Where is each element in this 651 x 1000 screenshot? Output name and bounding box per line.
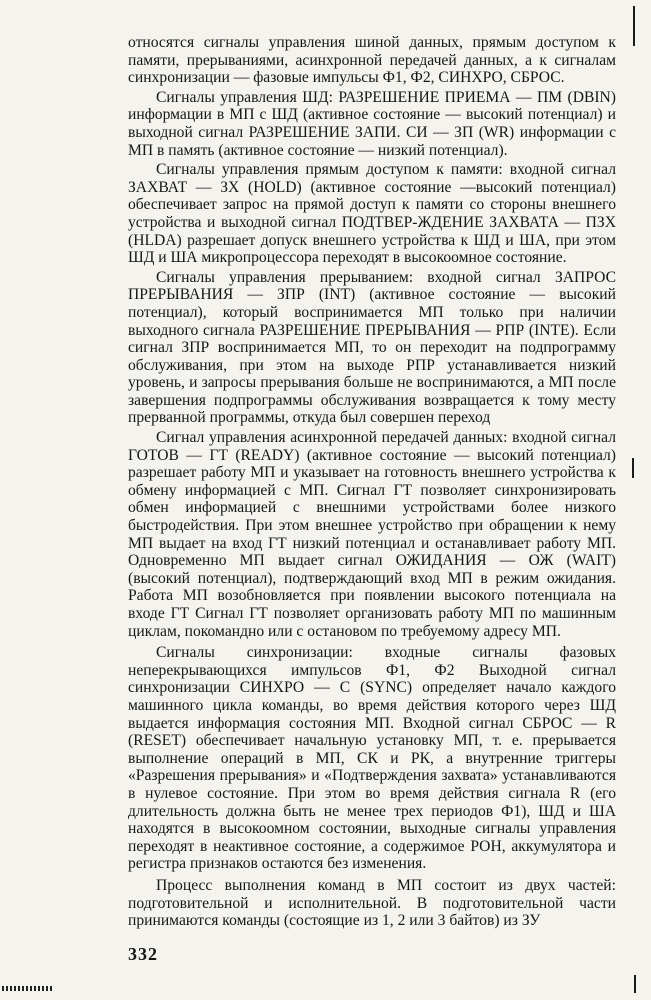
paragraph-async-transfer: Сигнал управления асинхронной передачей данных: входной сигнал ГОТОВ — ГТ (READY) (активное состояние — высокий потенциал) разрешает работу МП и указывает на готовность внешнего устройства к обмену информацией с МП. Сигнал ГТ позволяет синхронизировать обмен информацией с внешними устройствами более низкого быстродействия. При этом внешнее устройство при обращении к нему МП выдает на вход ГТ низкий потенциал и останавливает работу МП. Одновременно МП выдает сигнал ОЖИДАНИЯ — ОЖ (WAIT) (высокий потенциал), подтверждающий вход МП в режим ожидания. Работа МП возобновляется при появлении высокого потенциала на входе ГТ Сигнал ГТ позволяет организовать работу МП по машинным циклам, покомандно или с остановом по требуемому адресу МП. bbox=[128, 429, 616, 640]
paragraph-bus-signals-intro: относятся сигналы управления шиной данных, прямым доступом к памяти, прерываниями, асинхронной передачей данных, а к сигналам синхронизации — фазовые импульсы Ф1, Ф2, СИНХРО, СБРОС. bbox=[128, 34, 616, 87]
page-body bbox=[128, 34, 616, 932]
paragraph-command-execution: Процесс выполнения команд в МП состоит из двух частей: подготовительной и исполнительной. В подготовительной части принимаются команды (состоящие из 1, 2 или 3 байтов) из ЗУ bbox=[128, 876, 616, 930]
paragraph-interrupt-control: Сигналы управления прерыванием: входной сигнал ЗАПРОС ПРЕРЫВАНИЯ — ЗПР (INT) (активное состояние — высокий потенциал), который воспринимается МП только при наличии выходного сигнала РАЗРЕШЕНИЕ ПРЕРЫВАНИЯ — РПР (INTE). Если сигнал ЗПР воспринимается МП, то он переходит на подпрограмму обслуживания, при этом на выходе РПР устанавливается низкий уровень, и запросы прерывания больше не воспринимаются, а МП после завершения подпрограммы обслуживания возвращается к тому месту прерванной программы, откуда был совершен переход bbox=[128, 268, 616, 427]
scan-barcode-mark bbox=[2, 986, 54, 991]
scan-edge-mark bbox=[633, 6, 635, 46]
scan-edge-mark bbox=[634, 975, 636, 993]
paragraph-data-bus-control: Сигналы управления ШД: РАЗРЕШЕНИЕ ПРИЕМА — ПМ (DBIN) информации в МП с ШД (активное состояние — высокий потенциал) и выходной сигнал РАЗРЕШЕНИЕ ЗАПИ. СИ — ЗП (WR) информации с МП в память (активное состояние — низкий потенциал). bbox=[128, 88, 616, 159]
page-number: 332 bbox=[128, 944, 158, 964]
paragraph-dma-control: Сигналы управления прямым доступом к памяти: входной сигнал ЗАХВАТ — ЗХ (HOLD) (активное состояние —высокий потенциал) обеспечивает запрос на прямой доступ к памяти со стороны внешнего устройства и выходной сигнал ПОДТВЕР-ЖДЕНИЕ ЗАХВАТА — ПЗХ (HLDA) разрешает допуск внешнего устройства к ШД и ША, при этом ШД и ША микропроцессора переходят в высокоомное состояние. bbox=[128, 161, 616, 267]
scan-edge-mark bbox=[632, 458, 634, 478]
paragraph-sync-signals: Сигналы синхронизации: входные сигналы фазовых неперекрывающихся импульсов Ф1, Ф2 Выходной сигнал синхронизации СИНХРО — С (SYNC) определяет начало каждого машинного цикла команды, во время действия которого через ШД выдается информация состояния МП. Входной сигнал СБРОС — R (RESET) обеспечивает начальную установку МП, т. е. прерывается выполнение операций в МП, СК и РК, а внутренние триггеры «Разрешения прерывания» и «Подтверждения захвата» устанавливаются в нулевое состояние. При этом во время действия сигнала R (его длительность должна быть не менее трех периодов Ф1), ШД и ША находятся в высокоомном состоянии, выходные сигналы управления переходят в неактивное состояние, а содержимое РОН, аккумулятора и регистра признаков остаются без изменения. bbox=[128, 644, 616, 873]
